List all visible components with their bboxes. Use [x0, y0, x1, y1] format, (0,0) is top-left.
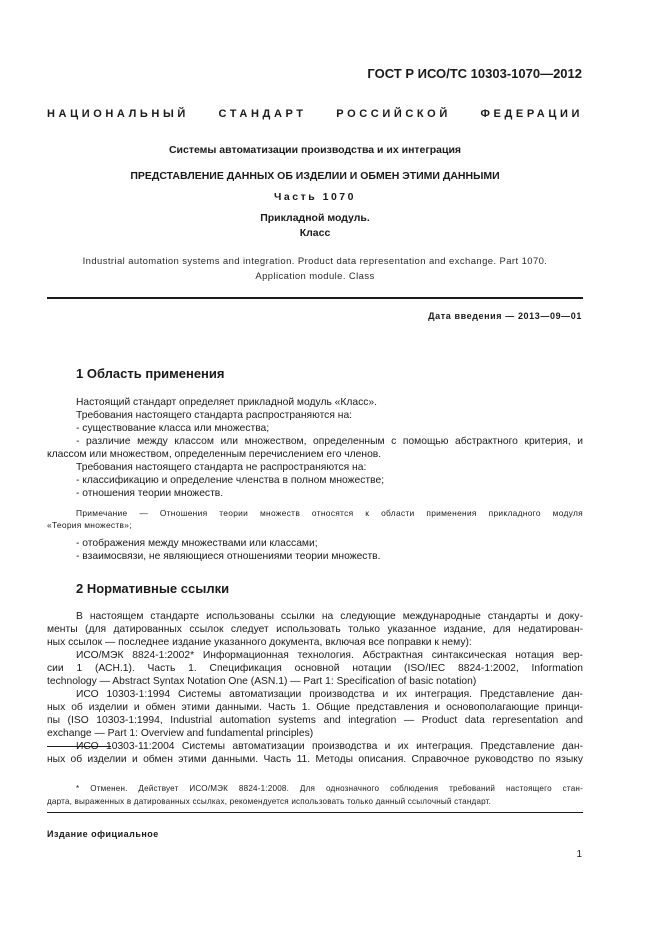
reference-line: ИСО 10303-11:2004 Системы автоматизации производства и их интеграция. Представление дан-: [76, 741, 583, 752]
series-title: Системы автоматизации производства и их интеграция: [168, 144, 462, 156]
footer-divider: [47, 812, 583, 813]
reference-line: ных об изделии и обмен этими данными. Часть 11. Методы описания. Справочное руководство по языку: [47, 754, 583, 765]
banner-word: ФЕДЕРАЦИИ: [480, 108, 583, 120]
list-item: - взаимосвязи, не являющиеся отношениями теории множеств.: [76, 551, 381, 562]
banner-word: НАЦИОНАЛЬНЫЙ: [47, 108, 189, 120]
reference-line: ных об изделии и обмен этими данными. Часть 1. Общие представления и основополагающие принци-: [47, 702, 583, 713]
subtitle-line-2: Класс: [299, 227, 331, 239]
banner-word: РОССИЙСКОЙ: [336, 108, 451, 120]
paragraph-line: Настоящий стандарт определяет прикладной модуль «Класс».: [76, 397, 378, 408]
reference-line: exchange — Part 1: Overview and fundamental principles): [47, 728, 314, 739]
paragraph-line: Требования настоящего стандарта распространяются на:: [76, 410, 353, 421]
section-2-heading: 2 Нормативные ссылки: [76, 581, 230, 596]
introduction-date: Дата введения — 2013—09—01: [428, 311, 582, 321]
document-designation: ГОСТ Р ИСО/ТС 10303-1070—2012: [367, 66, 582, 81]
section-1-heading: 1 Область применения: [76, 366, 225, 381]
main-title: ПРЕДСТАВЛЕНИЕ ДАННЫХ ОБ ИЗДЕЛИИ И ОБМЕН ЭТИМИ ДАННЫМИ: [130, 170, 500, 182]
paragraph-line: Требования настоящего стандарта не распространяются на:: [76, 462, 367, 473]
paragraph-line: ных ссылок — последнее издание указанного документа, включая все поправки к нему):: [47, 637, 472, 648]
list-item: - отношения теории множеств.: [76, 488, 224, 499]
list-item-continuation: классом или множеством, определенным перечислением его членов.: [47, 449, 382, 460]
page-number: 1: [576, 849, 582, 860]
english-title-line-1: Industrial automation systems and integration. Product data representation and exchange. Part 1070.: [82, 256, 548, 267]
reference-line: technology — Abstract Syntax Notation One (ASN.1) — Part 1: Specification of basic notation): [47, 676, 477, 687]
reference-line: ИСО/МЭК 8824-1:2002* Информационная технология. Абстрактная синтаксическая нотация вер-: [76, 650, 583, 661]
list-item: - существование класса или множества;: [76, 423, 270, 434]
national-standard-banner: [47, 108, 583, 120]
banner-word: СТАНДАРТ: [218, 108, 307, 120]
english-title-line-2: Application module. Class: [255, 271, 375, 282]
note-line-1: Примечание — Отношения теории множеств относятся к области применения прикладного модуля: [76, 508, 583, 518]
footnote-line-2: дарта, выраженных в датированных ссылках, рекомендуется использовать только данный ссылочный стандарт.: [47, 797, 492, 806]
list-item: - отображения между множествами или классами;: [76, 538, 318, 549]
paragraph-line: В настоящем стандарте использованы ссылки на следующие международные стандарты и доку-: [76, 611, 583, 622]
part-number: Часть 1070: [274, 191, 356, 203]
reference-line: ИСО 10303-1:1994 Системы автоматизации производства и их интеграция. Представление дан-: [76, 689, 583, 700]
paragraph-line: менты (для датированных ссылок следует использовать только указанное издание, для недатирован-: [47, 624, 583, 635]
reference-line: пы (ISO 10303-1:1994, Industrial automation systems and integration — Product data representation and: [47, 715, 583, 726]
footnote-line-1: * Отменен. Действует ИСО/МЭК 8824-1:2008. Для однозначного соблюдения требований настоящего стан-: [76, 784, 583, 793]
subtitle-line-1: Прикладной модуль.: [260, 212, 370, 224]
reference-line: сии 1 (АСН.1). Часть 1. Спецификация основной нотации (ISO/IEC 8824-1:2002, Information: [47, 663, 583, 674]
official-edition-label: Издание официальное: [47, 829, 159, 839]
list-item: - классификацию и определение членства в полном множестве;: [76, 475, 385, 486]
note-line-2: «Теория множеств»;: [47, 520, 132, 530]
list-item: - различие между классом или множеством, определенным с помощью абстрактного критерия, и: [76, 436, 583, 447]
footnote-separator: [47, 746, 111, 747]
title-divider: [47, 297, 583, 299]
